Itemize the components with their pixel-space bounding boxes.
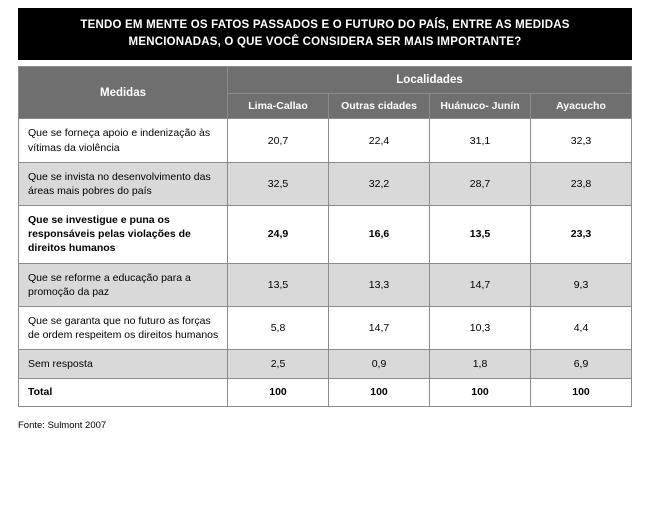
cell-total-huanuco-junin: 100 <box>430 379 531 406</box>
table-row <box>19 263 632 306</box>
cell-outras-cidades: 14,7 <box>329 306 430 349</box>
table-header-row-group <box>19 67 632 94</box>
row-label: Que se forneça apoio e indenização às vítimas da violência <box>19 119 228 162</box>
row-label-total: Total <box>19 379 228 406</box>
cell-ayacucho: 4,4 <box>531 306 632 349</box>
table-row <box>19 206 632 264</box>
cell-ayacucho: 9,3 <box>531 263 632 306</box>
column-header-huanuco-junin: Huánuco- Junín <box>430 94 531 119</box>
table-body <box>19 119 632 406</box>
row-label: Que se invista no desenvolvimento das áreas mais pobres do país <box>19 162 228 205</box>
table-head <box>19 67 632 119</box>
cell-huanuco-junin: 28,7 <box>430 162 531 205</box>
table-row <box>19 119 632 162</box>
cell-lima-callao: 13,5 <box>228 263 329 306</box>
cell-outras-cidades: 32,2 <box>329 162 430 205</box>
cell-ayacucho: 32,3 <box>531 119 632 162</box>
column-header-lima-callao: Lima-Callao <box>228 94 329 119</box>
column-header-outras-cidades: Outras cidades <box>329 94 430 119</box>
column-header-group-localities: Localidades <box>228 67 632 94</box>
cell-huanuco-junin: 31,1 <box>430 119 531 162</box>
cell-total-lima-callao: 100 <box>228 379 329 406</box>
source-note: Fonte: Sulmont 2007 <box>18 419 107 431</box>
cell-lima-callao: 32,5 <box>228 162 329 205</box>
cell-ayacucho: 23,8 <box>531 162 632 205</box>
row-label: Sem resposta <box>19 350 228 379</box>
cell-lima-callao: 2,5 <box>228 350 329 379</box>
cell-outras-cidades: 16,6 <box>329 206 430 264</box>
cell-lima-callao: 20,7 <box>228 119 329 162</box>
cell-outras-cidades: 22,4 <box>329 119 430 162</box>
table-row <box>19 350 632 379</box>
cell-outras-cidades: 13,3 <box>329 263 430 306</box>
cell-huanuco-junin: 1,8 <box>430 350 531 379</box>
cell-total-outras-cidades: 100 <box>329 379 430 406</box>
table-row-total <box>19 379 632 406</box>
row-label: Que se garanta que no futuro as forças de ordem respeitem os direitos humanos <box>19 306 228 349</box>
cell-huanuco-junin: 14,7 <box>430 263 531 306</box>
column-header-measures: Medidas <box>19 67 228 119</box>
cell-lima-callao: 24,9 <box>228 206 329 264</box>
cell-ayacucho: 6,9 <box>531 350 632 379</box>
cell-huanuco-junin: 10,3 <box>430 306 531 349</box>
table-row <box>19 306 632 349</box>
cell-outras-cidades: 0,9 <box>329 350 430 379</box>
cell-huanuco-junin: 13,5 <box>430 206 531 264</box>
document-page <box>18 8 632 431</box>
cell-ayacucho: 23,3 <box>531 206 632 264</box>
row-label: Que se reforme a educação para a promoção da paz <box>19 263 228 306</box>
survey-table <box>18 66 632 406</box>
table-row <box>19 162 632 205</box>
cell-lima-callao: 5,8 <box>228 306 329 349</box>
cell-total-ayacucho: 100 <box>531 379 632 406</box>
row-label: Que se investigue e puna os responsáveis pelas violações de direitos humanos <box>19 206 228 264</box>
column-header-ayacucho: Ayacucho <box>531 94 632 119</box>
page-title: TENDO EM MENTE OS FATOS PASSADOS E O FUTURO DO PAÍS, ENTRE AS MEDIDAS MENCIONADAS, O QUE VOCÊ CONSIDERA SER MAIS IMPORTANTE? <box>18 8 632 60</box>
